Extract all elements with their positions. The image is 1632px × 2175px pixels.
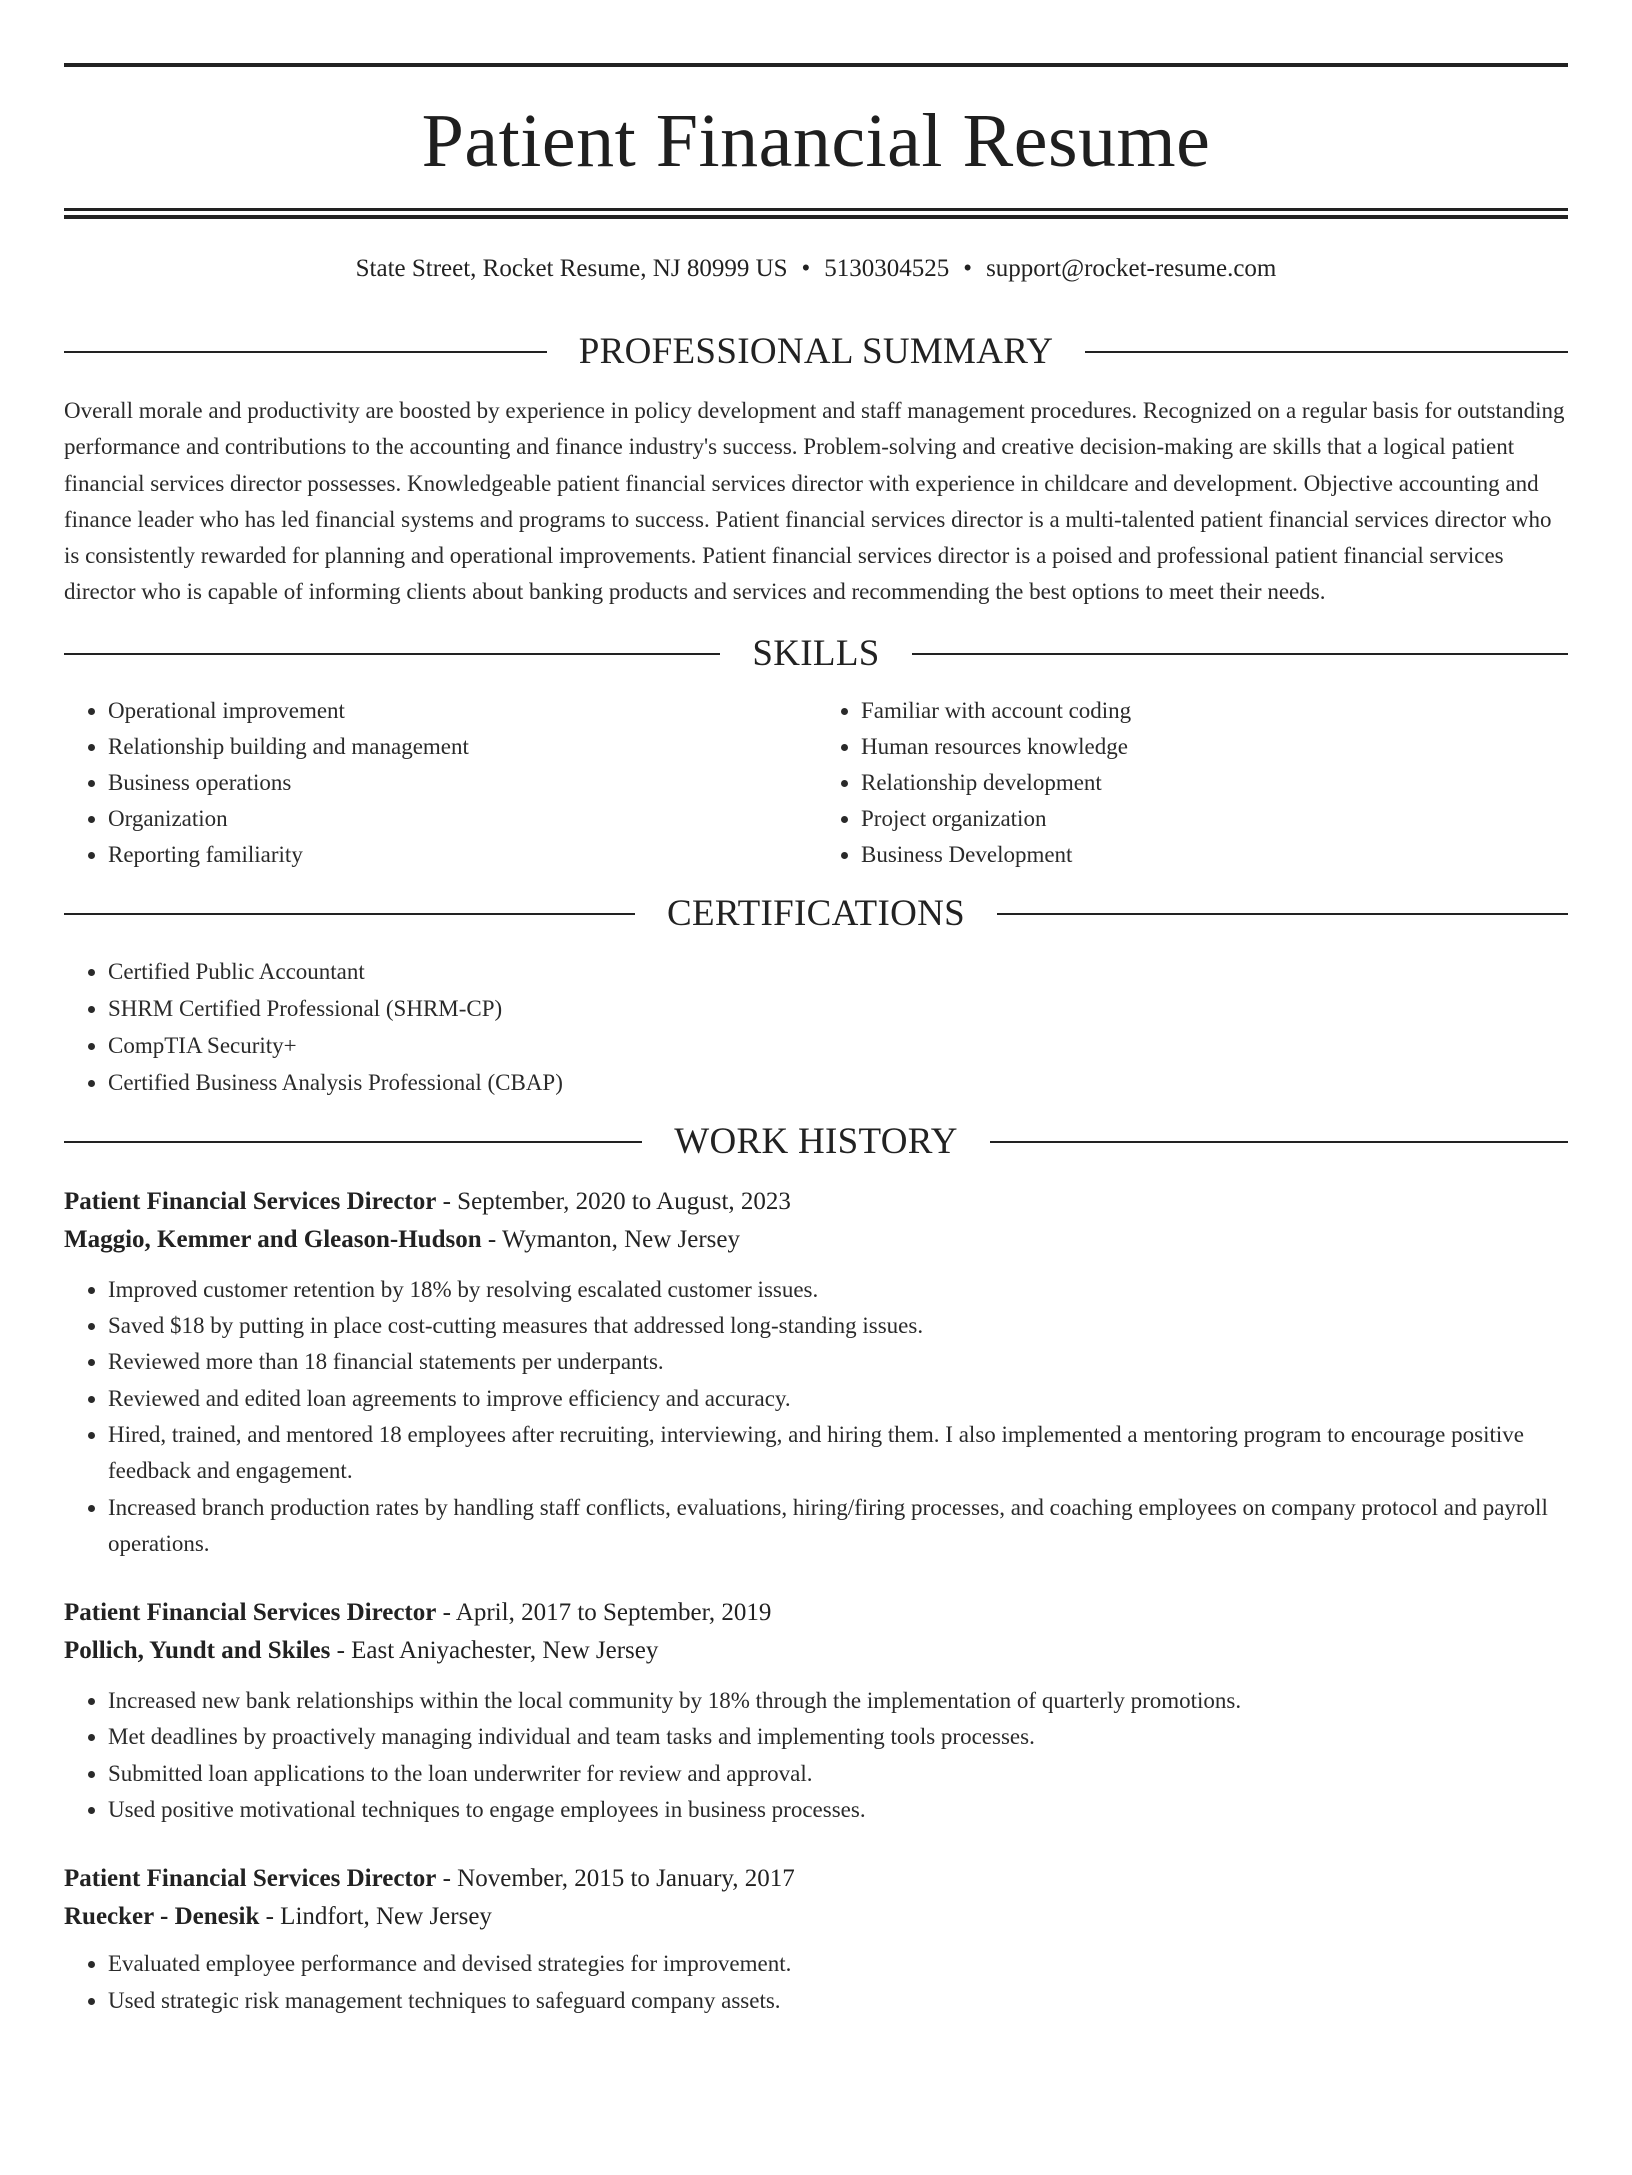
job-entry bbox=[64, 1183, 1568, 1562]
certification-item: • CompTIA Security+ bbox=[108, 1027, 1568, 1064]
contact-phone: 5130304525 bbox=[824, 255, 950, 282]
job-bullet: • Submitted loan applications to the loan underwriter for review and approval. bbox=[108, 1756, 1568, 1792]
job-title-line bbox=[64, 1183, 1568, 1221]
job-company: Pollich, Yundt and Skiles bbox=[64, 1637, 331, 1665]
job-title-line bbox=[64, 1860, 1568, 1898]
job-bullet: • Used strategic risk management techniques to safeguard company assets. bbox=[108, 1983, 1568, 2019]
job-title: Patient Financial Services Director bbox=[64, 1865, 437, 1893]
skill-item: • Business operations bbox=[108, 765, 816, 801]
work-heading bbox=[64, 1121, 1568, 1163]
heading-rule-left bbox=[64, 1141, 642, 1143]
skills-heading bbox=[64, 633, 1568, 675]
skill-item: • Relationship development bbox=[861, 765, 1568, 801]
certifications-heading-label: CERTIFICATIONS bbox=[667, 892, 965, 934]
certification-item: • Certified Public Accountant bbox=[108, 953, 1568, 990]
skill-item: • Relationship building and management bbox=[108, 729, 816, 765]
skill-item: • Human resources knowledge bbox=[861, 729, 1568, 765]
heading-rule-right bbox=[912, 653, 1568, 655]
job-company-line bbox=[64, 1221, 1568, 1259]
skills-column-right bbox=[816, 693, 1568, 873]
resume-title: Patient Financial Resume bbox=[421, 99, 1211, 183]
skill-item: • Project organization bbox=[861, 801, 1568, 837]
job-entry bbox=[64, 1860, 1568, 2019]
job-company: Ruecker - Denesik bbox=[64, 1903, 260, 1931]
resume-page bbox=[0, 63, 1632, 2175]
skill-item: • Organization bbox=[108, 801, 816, 837]
job-title: Patient Financial Services Director bbox=[64, 1187, 437, 1215]
contact-separator: • bbox=[963, 255, 973, 282]
job-bullet: • Increased new bank relationships within the local community by 18% through the implementation of quarterly promotions. bbox=[108, 1683, 1568, 1719]
skill-item: • Operational improvement bbox=[108, 693, 816, 729]
skills-column-left bbox=[64, 693, 816, 873]
skills-heading-label: SKILLS bbox=[752, 632, 880, 674]
job-bullet: • Saved $18 by putting in place cost-cutting measures that addressed long-standing issues. bbox=[108, 1308, 1568, 1344]
certifications-list bbox=[64, 953, 1568, 1101]
job-company-line bbox=[64, 1632, 1568, 1670]
job-dates: - November, 2015 to January, 2017 bbox=[436, 1865, 795, 1893]
contact-email: support@rocket-resume.com bbox=[986, 255, 1277, 282]
job-company-line bbox=[64, 1898, 1568, 1936]
job-bullet: • Used positive motivational techniques to engage employees in business processes. bbox=[108, 1792, 1568, 1828]
certification-item: • Certified Business Analysis Professional (CBAP) bbox=[108, 1064, 1568, 1101]
summary-text: Overall morale and productivity are boosted by experience in policy development and staff management procedures. Recognized on a regular basis for outstanding performance and contributions to the accounting and finance industry's success. Problem-solving and creative decision-making are skills that a logical patient financial services director possesses. Knowledgeable patient financial services director with experience in childcare and development. Objective accounting and finance leader who has led financial systems and programs to success. Patient financial services director is a multi-talented patient financial services director who is consistently rewarded for planning and operational improvements. Patient financial services director is a poised and professional patient financial services director who is capable of informing clients about banking products and services and recommending the best options to meet their needs. bbox=[64, 398, 1565, 605]
job-location: - Lindfort, New Jersey bbox=[259, 1903, 492, 1931]
job-title: Patient Financial Services Director bbox=[64, 1599, 437, 1627]
summary-heading-label: PROFESSIONAL SUMMARY bbox=[578, 331, 1054, 372]
skill-item: • Business Development bbox=[861, 837, 1568, 873]
heading-rule-left bbox=[64, 913, 635, 915]
heading-rule-right bbox=[990, 1141, 1568, 1143]
job-company: Maggio, Kemmer and Gleason-Hudson bbox=[64, 1225, 482, 1253]
summary-heading bbox=[64, 331, 1568, 373]
heading-rule-right bbox=[997, 913, 1568, 915]
certification-item: • SHRM Certified Professional (SHRM-CP) bbox=[108, 990, 1568, 1027]
job-bullet: • Reviewed more than 18 financial statements per underpants. bbox=[108, 1344, 1568, 1380]
title-double-rule bbox=[64, 208, 1568, 219]
job-dates: - April, 2017 to September, 2019 bbox=[436, 1599, 772, 1627]
job-dates: - September, 2020 to August, 2023 bbox=[436, 1187, 791, 1215]
job-title-line bbox=[64, 1594, 1568, 1632]
skill-item: • Reporting familiarity bbox=[108, 837, 816, 873]
job-bullet: • Reviewed and edited loan agreements to improve efficiency and accuracy. bbox=[108, 1381, 1568, 1417]
job-bullet: • Improved customer retention by 18% by resolving escalated customer issues. bbox=[108, 1272, 1568, 1308]
top-rule bbox=[64, 63, 1568, 67]
job-location: - Wymanton, New Jersey bbox=[481, 1225, 741, 1253]
heading-rule-right bbox=[1085, 351, 1568, 353]
contact-line bbox=[64, 255, 1568, 295]
job-entry bbox=[64, 1594, 1568, 1828]
contact-address: State Street, Rocket Resume, NJ 80999 US bbox=[355, 255, 788, 282]
job-bullet: • Met deadlines by proactively managing individual and team tasks and implementing tools processes. bbox=[108, 1719, 1568, 1755]
job-bullet: • Evaluated employee performance and devised strategies for improvement. bbox=[108, 1946, 1568, 1982]
skill-item: • Familiar with account coding bbox=[861, 693, 1568, 729]
job-location: - East Aniyachester, New Jersey bbox=[330, 1637, 659, 1665]
skills-list bbox=[64, 693, 1568, 873]
job-bullet: • Hired, trained, and mentored 18 employees after recruiting, interviewing, and hiring them. I also implemented a mentoring program to encourage positive feedback and engagement. bbox=[108, 1417, 1568, 1490]
job-bullet: • Increased branch production rates by handling staff conflicts, evaluations, hiring/firing processes, and coaching employees on company protocol and payroll operations. bbox=[108, 1490, 1568, 1563]
work-heading-label: WORK HISTORY bbox=[674, 1120, 958, 1162]
contact-separator: • bbox=[801, 255, 811, 282]
heading-rule-left bbox=[64, 351, 547, 353]
certifications-heading bbox=[64, 893, 1568, 935]
heading-rule-left bbox=[64, 653, 720, 655]
